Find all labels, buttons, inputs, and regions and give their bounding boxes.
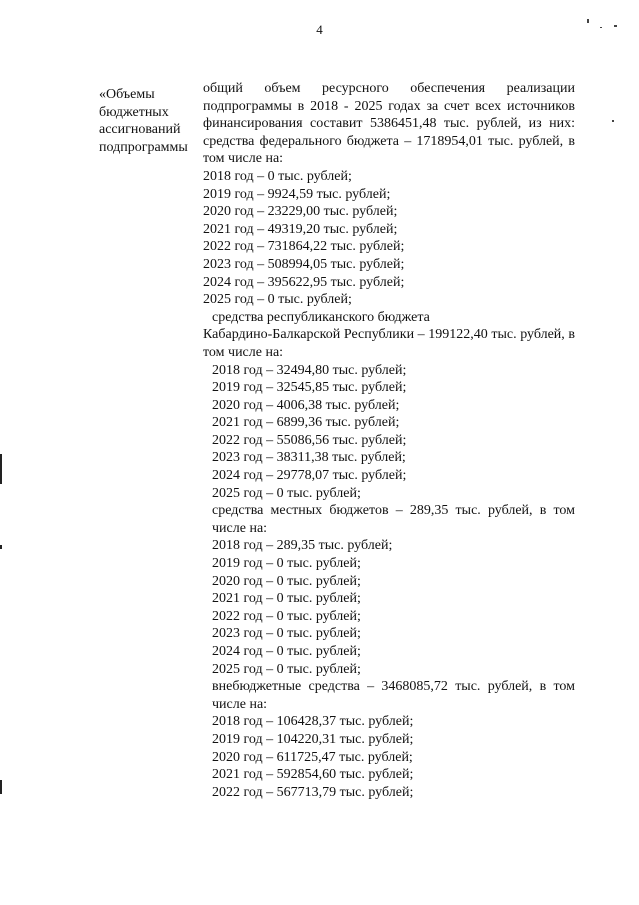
year-amount-line: 2019 год – 104220,31 тыс. рублей;	[212, 731, 414, 747]
year-amount-line: 2024 год – 0 тыс. рублей;	[212, 644, 361, 659]
year-amount-line: 2024 год – 395622,95 тыс. рублей;	[203, 274, 405, 290]
republic-years-list	[203, 362, 575, 503]
page-number: 4	[316, 22, 323, 37]
extra-budget-text: внебюджетные средства – 3468085,72 тыс. рублей, в том числе на:	[212, 679, 575, 712]
year-amount-line: 2019 год – 9924,59 тыс. рублей;	[203, 186, 391, 202]
year-amount-line: 2023 год – 38311,38 тыс. рублей;	[212, 450, 406, 466]
year-amount-line: 2024 год – 29778,07 тыс. рублей;	[212, 468, 407, 484]
scan-speck	[612, 120, 614, 122]
year-amount-line: 2020 год – 23229,00 тыс. рублей;	[203, 204, 398, 220]
republic-heading: средства республиканского бюджета	[212, 309, 430, 325]
year-amount-line: 2021 год – 0 тыс. рублей;	[212, 591, 361, 607]
extra-budget-years-list	[203, 713, 575, 801]
republic-text: Кабардино-Балкарской Республики – 199122,40 тыс. рублей, в том числе на:	[203, 327, 575, 360]
year-amount-line: 2021 год – 592854,60 тыс. рублей;	[212, 767, 414, 783]
scan-margin-mark	[0, 545, 2, 549]
year-amount-line: 2023 год – 508994,05 тыс. рублей;	[203, 256, 405, 272]
section-label: «Объемы бюджетных ассигнований подпрограммы	[99, 87, 188, 155]
scan-speck	[600, 27, 602, 28]
funding-intro: общий объем ресурсного обеспечения реализации подпрограммы в 2018 - 2025 годах за счет всех источников финансирования составит 5386451,48 тыс. рублей, из них: средства федерального бюджета – 1718954,01 тыс. рублей, в том числе на:	[203, 81, 575, 167]
year-amount-line: 2025 год – 0 тыс. рублей;	[212, 661, 361, 677]
year-amount-line: 2025 год – 0 тыс. рублей;	[203, 292, 352, 308]
federal-years-list	[203, 168, 575, 309]
year-amount-line: 2022 год – 0 тыс. рублей;	[212, 608, 361, 624]
scan-speck	[587, 19, 589, 23]
year-amount-line: 2019 год – 0 тыс. рублей;	[212, 556, 361, 572]
year-amount-line: 2018 год – 106428,37 тыс. рублей;	[212, 714, 414, 730]
local-years-list	[203, 537, 575, 678]
year-amount-line: 2025 год – 0 тыс. рублей;	[212, 485, 361, 501]
year-amount-line: 2018 год – 0 тыс. рублей;	[203, 168, 352, 184]
funding-description	[203, 80, 575, 801]
scan-margin-mark	[0, 780, 2, 794]
year-amount-line: 2021 год – 6899,36 тыс. рублей;	[212, 415, 400, 431]
year-amount-line: 2022 год – 731864,22 тыс. рублей;	[203, 239, 405, 255]
year-amount-line: 2022 год – 567713,79 тыс. рублей;	[212, 784, 414, 800]
year-amount-line: 2018 год – 289,35 тыс. рублей;	[212, 538, 393, 554]
year-amount-line: 2020 год – 4006,38 тыс. рублей;	[212, 397, 400, 413]
local-text: средства местных бюджетов – 289,35 тыс. рублей, в том числе на:	[212, 503, 575, 536]
year-amount-line: 2020 год – 0 тыс. рублей;	[212, 573, 361, 589]
year-amount-line: 2019 год – 32545,85 тыс. рублей;	[212, 380, 407, 396]
scan-speck	[614, 25, 617, 27]
year-amount-line: 2021 год – 49319,20 тыс. рублей;	[203, 221, 398, 237]
year-amount-line: 2022 год – 55086,56 тыс. рублей;	[212, 432, 407, 448]
scan-margin-mark	[0, 454, 2, 484]
year-amount-line: 2020 год – 611725,47 тыс. рублей;	[212, 749, 413, 765]
year-amount-line: 2018 год – 32494,80 тыс. рублей;	[212, 362, 407, 378]
year-amount-line: 2023 год – 0 тыс. рублей;	[212, 626, 361, 642]
